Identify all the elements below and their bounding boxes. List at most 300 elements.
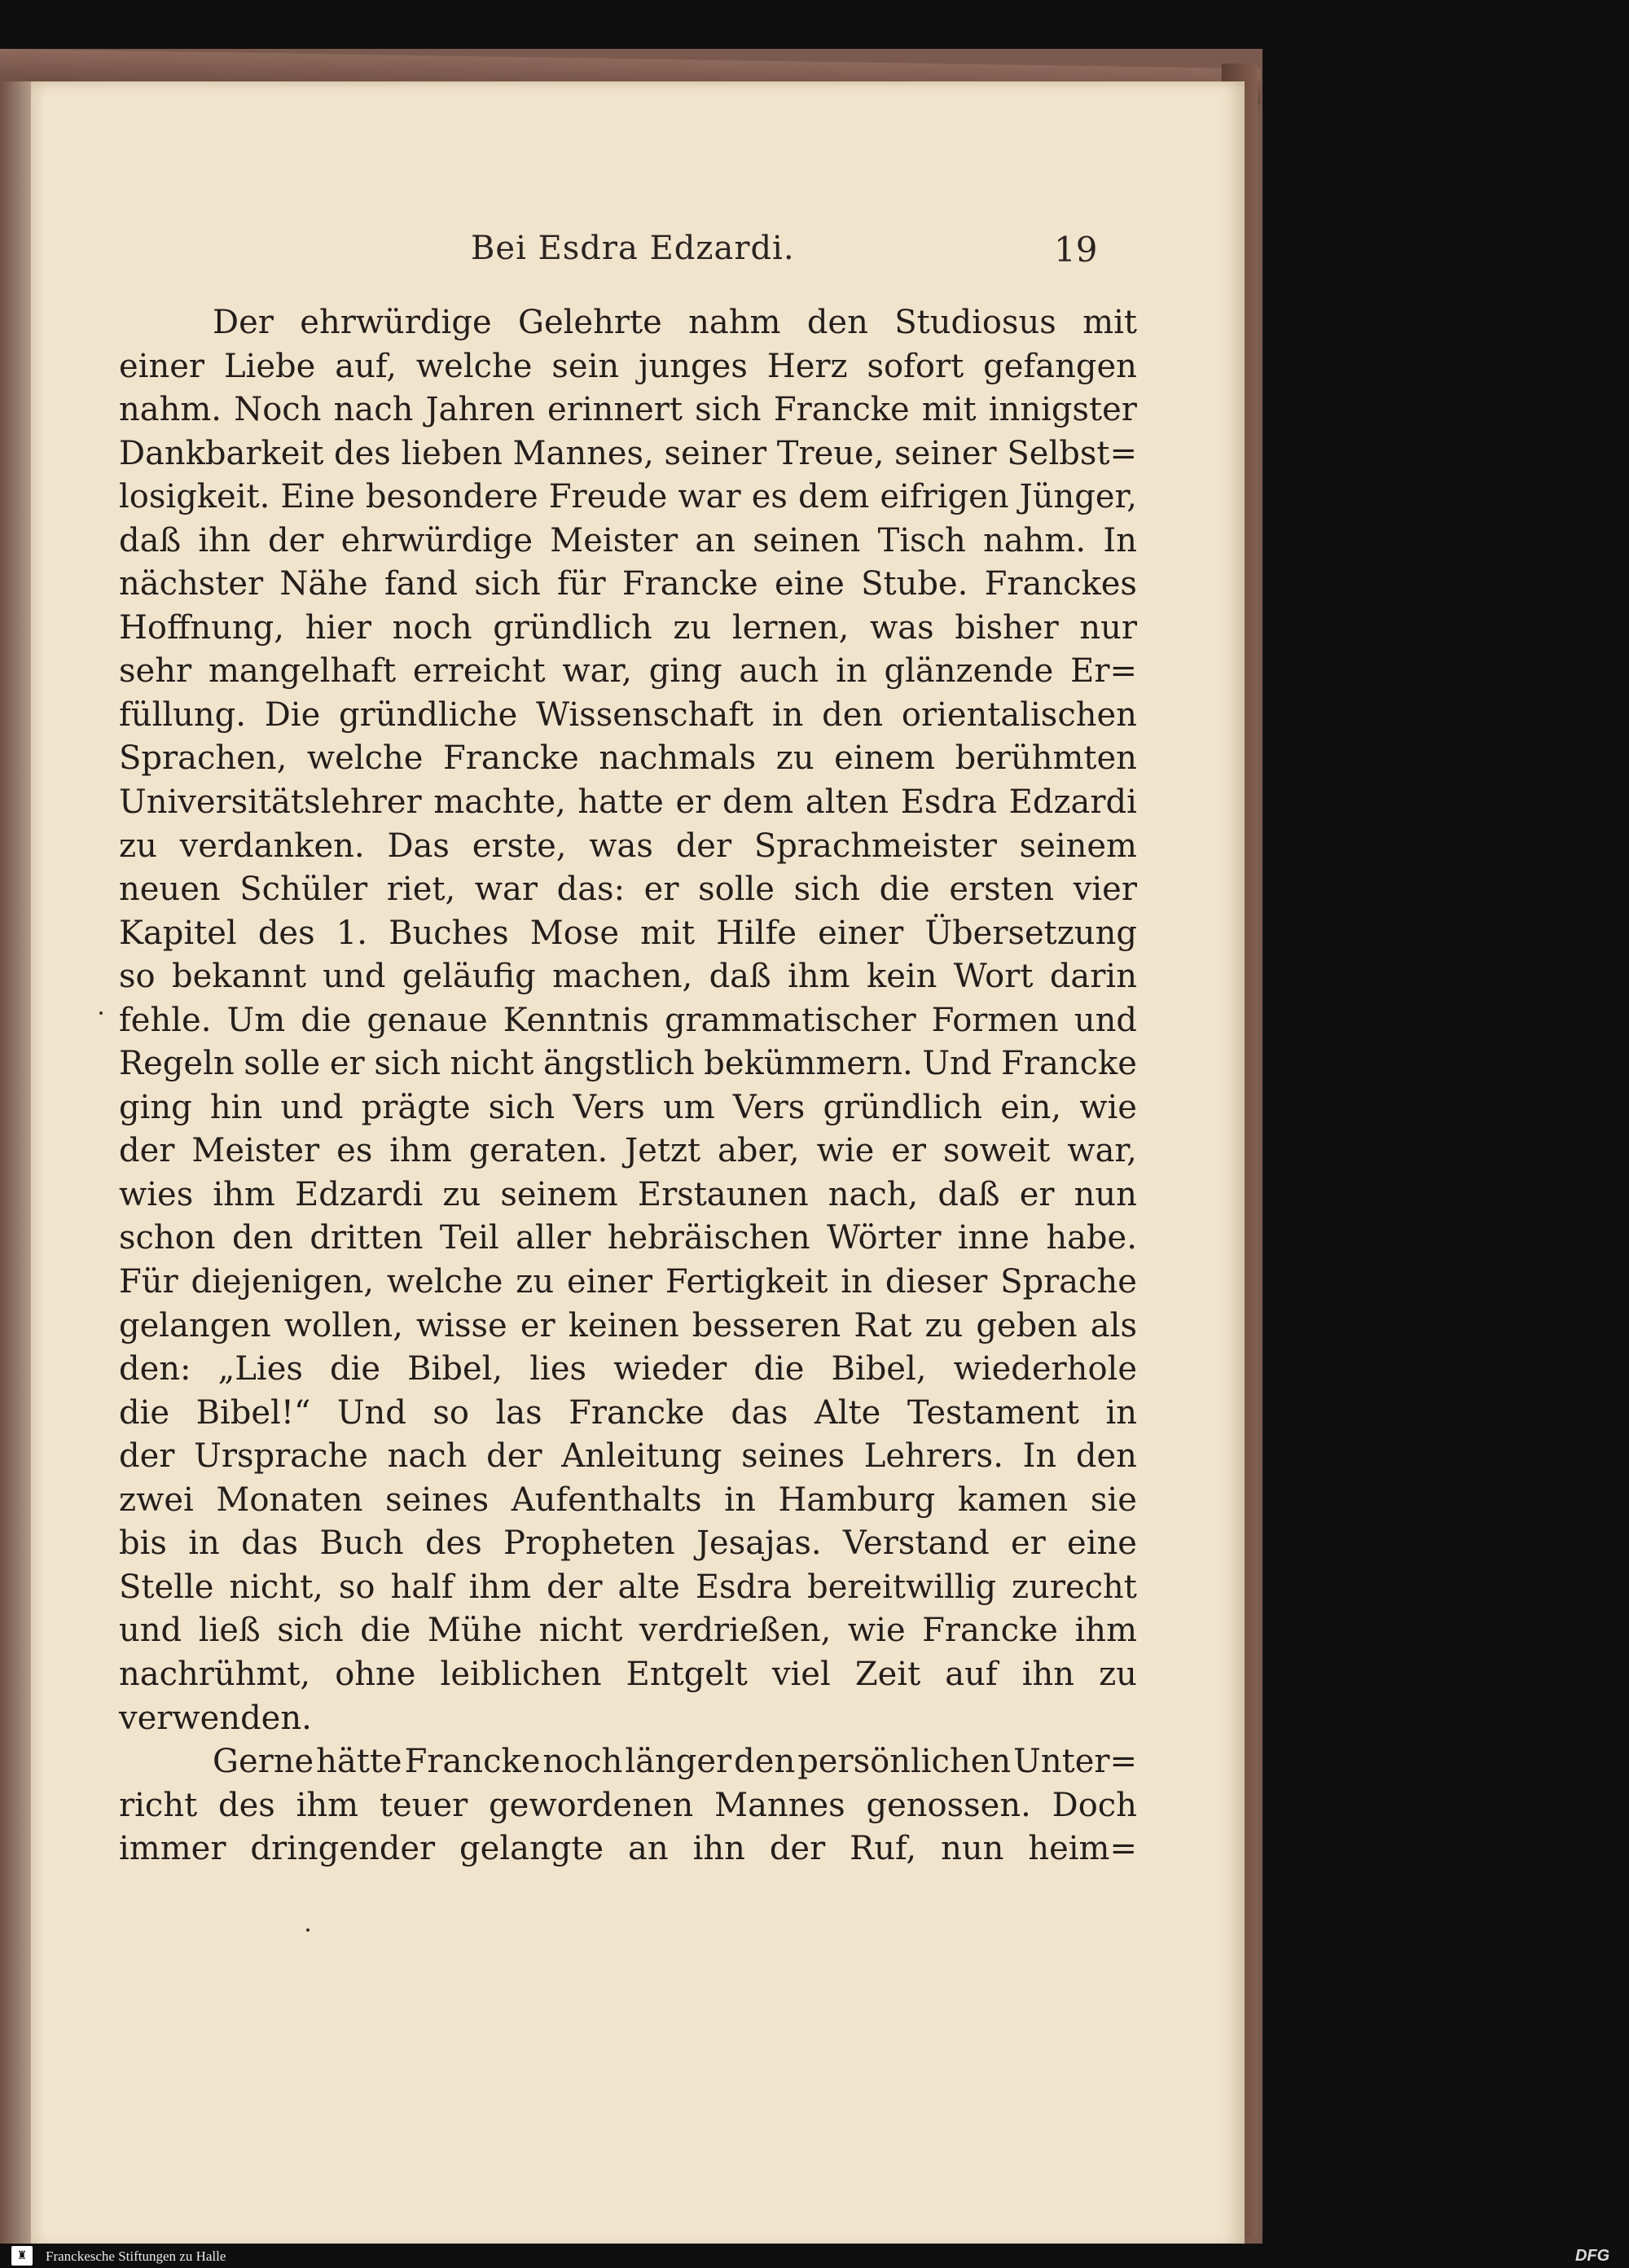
word: in (836, 652, 867, 691)
word: Für (119, 1263, 178, 1301)
word: nun (1074, 1175, 1137, 1213)
word: den (806, 304, 868, 341)
word: er (329, 1045, 365, 1083)
word: seiner (664, 434, 767, 472)
text-line (119, 1086, 1137, 1130)
word: aber, (718, 1132, 800, 1170)
word: Mühe (427, 1612, 523, 1650)
word: Eine (280, 478, 355, 516)
word: Kenntnis (503, 1001, 649, 1039)
word: in (1105, 1393, 1137, 1432)
word: es (336, 1132, 373, 1170)
word: zu (924, 1306, 964, 1345)
page-gutter (0, 81, 31, 2248)
word: Selbst= (1007, 434, 1137, 472)
word: sich (695, 391, 762, 429)
word: aller (516, 1219, 591, 1257)
word: hin (209, 1088, 263, 1126)
word: teuer (379, 1786, 468, 1824)
word: Treue, (776, 434, 885, 472)
word: Und (336, 1393, 406, 1432)
word: darin (1049, 958, 1137, 996)
text-line (119, 650, 1137, 694)
word: was (869, 608, 934, 647)
word: Ruf, (850, 1830, 917, 1868)
word: der (119, 1437, 175, 1476)
word: einem (834, 739, 935, 778)
word: daß (119, 521, 182, 559)
word: Franckes (984, 565, 1137, 603)
word: seines (741, 1437, 845, 1476)
word: wieder (613, 1350, 727, 1388)
word: Francke (922, 1612, 1058, 1650)
word: Formen (931, 1001, 1059, 1039)
word: dritten (310, 1219, 424, 1257)
word: der (268, 521, 324, 559)
word: sich (474, 565, 541, 603)
word: eifrigen (880, 478, 1009, 516)
word: fand (384, 565, 458, 603)
word: viel (771, 1655, 831, 1693)
word: ersten (949, 871, 1055, 909)
word: geben (976, 1306, 1078, 1345)
word: ehrwürdige (340, 521, 533, 559)
word: was (589, 827, 653, 865)
word: gewordenen (489, 1786, 694, 1824)
word: Monaten (216, 1481, 363, 1519)
word: orientalischen (901, 695, 1137, 734)
text-line (119, 1042, 1137, 1086)
text-line (119, 607, 1137, 651)
word: Nähe (279, 565, 368, 603)
word: Rat (854, 1306, 912, 1345)
word: zu (516, 1263, 555, 1301)
word: in (771, 695, 804, 734)
word: Wörter (827, 1219, 942, 1257)
word: Edzardi (1008, 783, 1137, 822)
word: nachmals (599, 739, 757, 778)
word: nahm. (119, 391, 222, 429)
text-line (119, 1653, 1137, 1697)
word: auf (945, 1655, 998, 1693)
word: den: (119, 1350, 191, 1388)
word: ihn (198, 521, 251, 559)
word: kein (866, 958, 937, 996)
word: Noch (234, 391, 322, 429)
word: seiner (894, 434, 997, 472)
word: Bibel, (407, 1350, 503, 1388)
word: und (119, 1612, 182, 1650)
word: Lehrers. (863, 1437, 1003, 1476)
word: nahm (688, 304, 781, 341)
word: einer (119, 347, 205, 385)
word: des (257, 914, 315, 952)
word: Jünger, (1019, 478, 1137, 516)
word: fehle. (119, 1001, 212, 1039)
word: alten (805, 783, 889, 822)
word: auf, (335, 347, 397, 385)
word: mit (921, 391, 977, 429)
word: noch (542, 1743, 623, 1781)
word: Bibel!“ (195, 1393, 311, 1432)
word: 1. (336, 914, 367, 952)
word: er (1019, 1175, 1055, 1213)
word: solle (244, 1045, 321, 1083)
word: welche (415, 347, 533, 385)
word: Studiosus (894, 304, 1056, 341)
word: nächster (119, 565, 264, 603)
text-line (119, 737, 1137, 781)
word: ihm (788, 958, 850, 996)
word: den (734, 1743, 796, 1781)
word: hätte (316, 1743, 402, 1781)
word: Meister (191, 1132, 320, 1170)
word: wie (1079, 1088, 1137, 1126)
word: zwei (119, 1481, 194, 1519)
word: Herz (766, 347, 848, 385)
word: Esdra (695, 1568, 793, 1606)
text-line (119, 1784, 1137, 1828)
word: innigster (988, 391, 1137, 429)
word: geraten. (468, 1132, 608, 1170)
word: Hoffnung, (119, 608, 284, 647)
word: wiederhole (953, 1350, 1137, 1388)
word: berühmten (955, 739, 1137, 778)
text-line (119, 1609, 1137, 1653)
institution-name: Franckesche Stiftungen zu Halle (46, 2248, 226, 2264)
text-line (119, 912, 1137, 956)
word: Stelle (119, 1568, 214, 1606)
word: den (231, 1219, 293, 1257)
word: Testament (907, 1393, 1079, 1432)
word: Jahren (425, 391, 535, 429)
word: lernen, (731, 608, 850, 647)
word: war, (1067, 1132, 1137, 1170)
word: für (556, 565, 606, 603)
word: welche (386, 1263, 503, 1301)
word: bekannt (171, 958, 306, 996)
word: Francke (569, 1393, 705, 1432)
word: und (1074, 1001, 1137, 1039)
word: nach, (828, 1175, 919, 1213)
word: mit (640, 914, 695, 952)
word: soweit (942, 1132, 1051, 1170)
word: Sprachmeister (753, 827, 997, 865)
word: das (731, 1393, 788, 1432)
word: persönlichen (797, 1743, 1012, 1781)
word: war (474, 871, 538, 909)
word: Mannes, (512, 434, 654, 472)
word: inne (957, 1219, 1030, 1257)
page-number: 19 (1054, 230, 1098, 270)
paragraph (119, 301, 1137, 1740)
word: verdanken. (179, 827, 365, 865)
word: Liebe (223, 347, 316, 385)
word: gelangte (459, 1830, 604, 1868)
word: bis (119, 1524, 167, 1563)
word: sein (551, 347, 620, 385)
word: Jesajas. (696, 1524, 822, 1563)
word: noch (392, 608, 472, 647)
word: wie (816, 1132, 875, 1170)
word: Vers (732, 1088, 806, 1126)
word: nach (387, 1437, 468, 1476)
word: Teil (439, 1219, 499, 1257)
word: las (495, 1393, 542, 1432)
word: mit (1082, 304, 1137, 341)
word: losigkeit. (119, 478, 270, 516)
word: erinnert (547, 391, 683, 429)
word: ängstlich (543, 1045, 695, 1083)
word: wisse (415, 1306, 507, 1345)
word: diejenigen, (191, 1263, 374, 1301)
word: dringender (250, 1830, 436, 1868)
text-line (119, 1740, 1137, 1784)
word: nur (1079, 608, 1137, 647)
word: seinem (500, 1175, 618, 1213)
word: Dankbarkeit (119, 434, 324, 472)
word: in (841, 1263, 872, 1301)
word: zu (119, 827, 157, 865)
word: Francke (404, 1743, 541, 1781)
word: er (520, 1306, 555, 1345)
word: hier (305, 608, 371, 647)
word: habe. (1046, 1219, 1137, 1257)
word: so (338, 1568, 375, 1606)
word: Buch (319, 1524, 404, 1563)
word: Propheten (503, 1524, 675, 1563)
word: Francke (773, 391, 910, 429)
word: bekümmern. (704, 1045, 913, 1083)
text-line (119, 563, 1137, 607)
word: die (360, 1612, 411, 1650)
word: ihm (1074, 1612, 1137, 1650)
word: besondere (365, 478, 538, 516)
word: solle (698, 871, 775, 909)
word: wollen, (283, 1306, 403, 1345)
text-line (119, 955, 1137, 999)
word: schon (119, 1219, 216, 1257)
word: zurecht (1012, 1568, 1137, 1606)
word: erreicht (412, 652, 546, 691)
word: Stube. (861, 565, 968, 603)
word: dem (798, 478, 870, 516)
word: füllung. (119, 695, 246, 734)
word: Doch (1052, 1786, 1137, 1824)
word: Tisch (877, 521, 966, 559)
word: Er= (1070, 652, 1137, 691)
text-line (119, 999, 1137, 1043)
word: welche (306, 739, 424, 778)
word: Bibel, (831, 1350, 927, 1388)
word: gefangen (983, 347, 1137, 385)
word: gründliche (338, 695, 518, 734)
word: auch (739, 652, 819, 691)
word: die (753, 1350, 805, 1388)
word: der (486, 1437, 542, 1476)
word: Meister (550, 521, 678, 559)
word: ohne (335, 1655, 416, 1693)
word: verwenden. (119, 1699, 312, 1737)
word: er (643, 871, 679, 909)
word: genaue (367, 1001, 488, 1039)
word: Sprachen, (119, 739, 288, 778)
word: Die (264, 695, 321, 734)
word: Alte (814, 1393, 881, 1432)
word: vier (1073, 871, 1137, 909)
word: sofort (867, 347, 964, 385)
text-line (119, 868, 1137, 912)
word: war, (562, 652, 632, 691)
word: lies (529, 1350, 587, 1388)
word: in (188, 1524, 220, 1563)
word: den (1075, 1437, 1137, 1476)
word: der (119, 1132, 175, 1170)
word: Der (213, 304, 274, 341)
word: war (678, 478, 741, 516)
word: Fertigkeit (665, 1263, 828, 1301)
word: Regeln (119, 1045, 235, 1083)
text-line (119, 781, 1137, 825)
text-line (119, 1392, 1137, 1436)
institution-logo-icon: ♜ (11, 2246, 33, 2266)
word: nicht, (229, 1568, 323, 1606)
word: des (217, 1786, 275, 1824)
word: Anleitung (561, 1437, 722, 1476)
word: hatte (577, 783, 664, 822)
word: Buches (389, 914, 509, 952)
word: nun (941, 1830, 1004, 1868)
running-title: Bei Esdra Edzardi. (471, 230, 795, 267)
text-line (119, 694, 1137, 738)
word: neuen (119, 871, 221, 909)
word: nachrühmt, (119, 1655, 311, 1693)
paragraph (119, 1740, 1137, 1871)
word: Entgelt (626, 1655, 748, 1693)
word: dieser (885, 1263, 988, 1301)
word: so (432, 1393, 469, 1432)
word: sehr (119, 652, 192, 691)
word: Freude (548, 478, 668, 516)
text-line (119, 1217, 1137, 1261)
word: die (119, 1393, 170, 1432)
dfg-logo: DFG (1575, 2247, 1610, 2265)
word: und (280, 1088, 344, 1126)
text-line (119, 345, 1137, 389)
ink-speck (99, 1011, 103, 1015)
text-line (119, 388, 1137, 432)
word: Übersetzung (924, 914, 1137, 952)
text-line (119, 432, 1137, 476)
word: Das (387, 827, 450, 865)
word: so (119, 958, 156, 996)
word: sie (1090, 1481, 1137, 1519)
word: Kapitel (119, 914, 237, 952)
word: nahm. (983, 521, 1087, 559)
word: Jetzt (625, 1132, 701, 1170)
word: Universitätslehrer (119, 783, 422, 822)
word: sich (793, 871, 861, 909)
word: Sprache (1000, 1263, 1137, 1301)
word: ein, (1000, 1088, 1062, 1126)
word: Wissenschaft (535, 695, 754, 734)
word: nicht (450, 1045, 534, 1083)
word: die (879, 871, 930, 909)
word: um (662, 1088, 715, 1126)
word: geläufig (402, 958, 536, 996)
word: und (323, 958, 386, 996)
word: machen, (552, 958, 693, 996)
word: einer (818, 914, 904, 952)
word: hebräischen (607, 1219, 810, 1257)
text-line (119, 1435, 1137, 1479)
word: der (675, 827, 732, 865)
word: daß (937, 1175, 1000, 1213)
word: nach (333, 391, 414, 429)
word: glänzende (884, 652, 1054, 691)
body-text (119, 301, 1137, 1871)
word: nicht (538, 1612, 623, 1650)
word: ihm (213, 1175, 275, 1213)
word: bisher (955, 608, 1059, 647)
word: dem (722, 783, 794, 822)
text-line (119, 1173, 1137, 1217)
word: grammatischer (664, 1001, 916, 1039)
word: ihm (296, 1786, 359, 1824)
word: leiblichen (440, 1655, 602, 1693)
word: Edzardi (295, 1175, 424, 1213)
word: wies (119, 1175, 194, 1213)
word: Francke (1001, 1045, 1137, 1083)
word: er (891, 1132, 927, 1170)
word: genossen. (866, 1786, 1031, 1824)
word: ihm (468, 1568, 532, 1606)
word: des (334, 434, 391, 472)
word: die (301, 1001, 352, 1039)
word: ihn (692, 1830, 745, 1868)
word: Esdra (900, 783, 997, 822)
word: daß (709, 958, 771, 996)
word: das: (556, 871, 626, 909)
word: ging (648, 652, 722, 691)
word: prägte (361, 1088, 471, 1126)
word: Mannes (714, 1786, 845, 1824)
text-line (119, 1479, 1137, 1523)
word: länger (625, 1743, 732, 1781)
word: als (1090, 1306, 1137, 1345)
word: Wort (953, 958, 1034, 996)
word: Unter= (1013, 1743, 1137, 1781)
word: Ursprache (194, 1437, 368, 1476)
word: des (424, 1524, 482, 1563)
word: den (822, 695, 884, 734)
text-line (119, 825, 1137, 869)
footer-bar (0, 2244, 1629, 2268)
text-line (119, 301, 1137, 345)
word: kamen (957, 1481, 1069, 1519)
word: zu (775, 739, 814, 778)
word: junges (639, 347, 748, 385)
word: alte (617, 1568, 680, 1606)
word: besseren (692, 1306, 841, 1345)
word: Vers (573, 1088, 645, 1126)
word: mangelhaft (208, 652, 397, 691)
word: der (547, 1568, 603, 1606)
word: zu (673, 608, 712, 647)
ink-speck (306, 1928, 310, 1932)
word: verdrießen, (639, 1612, 832, 1650)
word: immer (119, 1830, 226, 1868)
